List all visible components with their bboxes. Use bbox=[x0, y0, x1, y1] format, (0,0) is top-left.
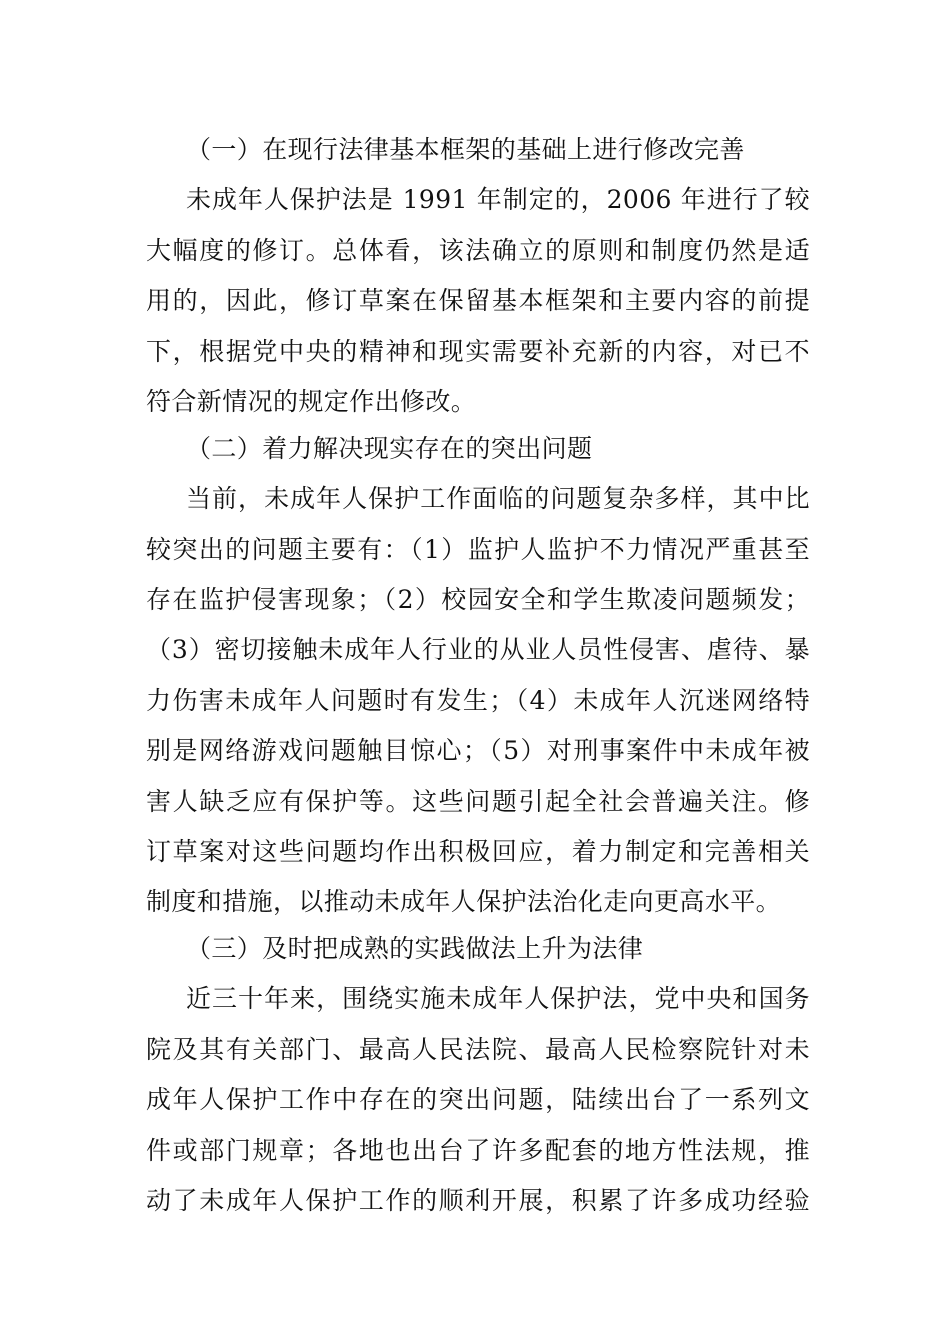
paragraph-line: 用的，因此，修订草案在保留基本框架和主要内容的前提 bbox=[146, 286, 810, 315]
paragraph-line: 害人缺乏应有保护等。这些问题引起全社会普遍关注。修 bbox=[146, 787, 810, 816]
paragraph-line: 大幅度的修订。总体看，该法确立的原则和制度仍然是适 bbox=[146, 236, 810, 265]
paragraph-line: 符合新情况的规定作出修改。 bbox=[146, 387, 477, 416]
paragraph-line: 件或部门规章；各地也出台了许多配套的地方性法规，推 bbox=[146, 1136, 810, 1165]
paragraph-line: 当前，未成年人保护工作面临的问题复杂多样，其中比 bbox=[186, 484, 810, 513]
paragraph-line: 近三十年来，围绕实施未成年人保护法，党中央和国务 bbox=[186, 984, 810, 1013]
paragraph-line: 下，根据党中央的精神和现实需要补充新的内容，对已不 bbox=[146, 337, 810, 366]
paragraph-line: 院及其有关部门、最高人民法院、最高人民检察院针对未 bbox=[146, 1035, 810, 1064]
paragraph-line: 较突出的问题主要有：（1）监护人监护不力情况严重甚至 bbox=[146, 535, 810, 564]
paragraph-line: （3）密切接触未成年人行业的从业人员性侵害、虐待、暴 bbox=[146, 635, 810, 664]
paragraph-line: 力伤害未成年人问题时有发生；（4）未成年人沉迷网络特 bbox=[146, 686, 810, 715]
section-heading-1: （一）在现行法律基本框架的基础上进行修改完善 bbox=[186, 135, 745, 164]
section-heading-3: （三）及时把成熟的实践做法上升为法律 bbox=[186, 934, 644, 963]
paragraph-line: 成年人保护工作中存在的突出问题，陆续出台了一系列文 bbox=[146, 1085, 810, 1114]
paragraph-line: 订草案对这些问题均作出积极回应，着力制定和完善相关 bbox=[146, 837, 810, 866]
section-heading-2: （二）着力解决现实存在的突出问题 bbox=[186, 434, 593, 463]
paragraph-line: 未成年人保护法是 1991 年制定的，2006 年进行了较 bbox=[186, 185, 810, 214]
paragraph-line: 别是网络游戏问题触目惊心；（5）对刑事案件中未成年被 bbox=[146, 736, 810, 765]
paragraph-line: 存在监护侵害现象；（2）校园安全和学生欺凌问题频发； bbox=[146, 585, 810, 614]
paragraph-line: 动了未成年人保护工作的顺利开展，积累了许多成功经验 bbox=[146, 1186, 810, 1215]
paragraph-line: 制度和措施，以推动未成年人保护法治化走向更高水平。 bbox=[146, 887, 782, 916]
